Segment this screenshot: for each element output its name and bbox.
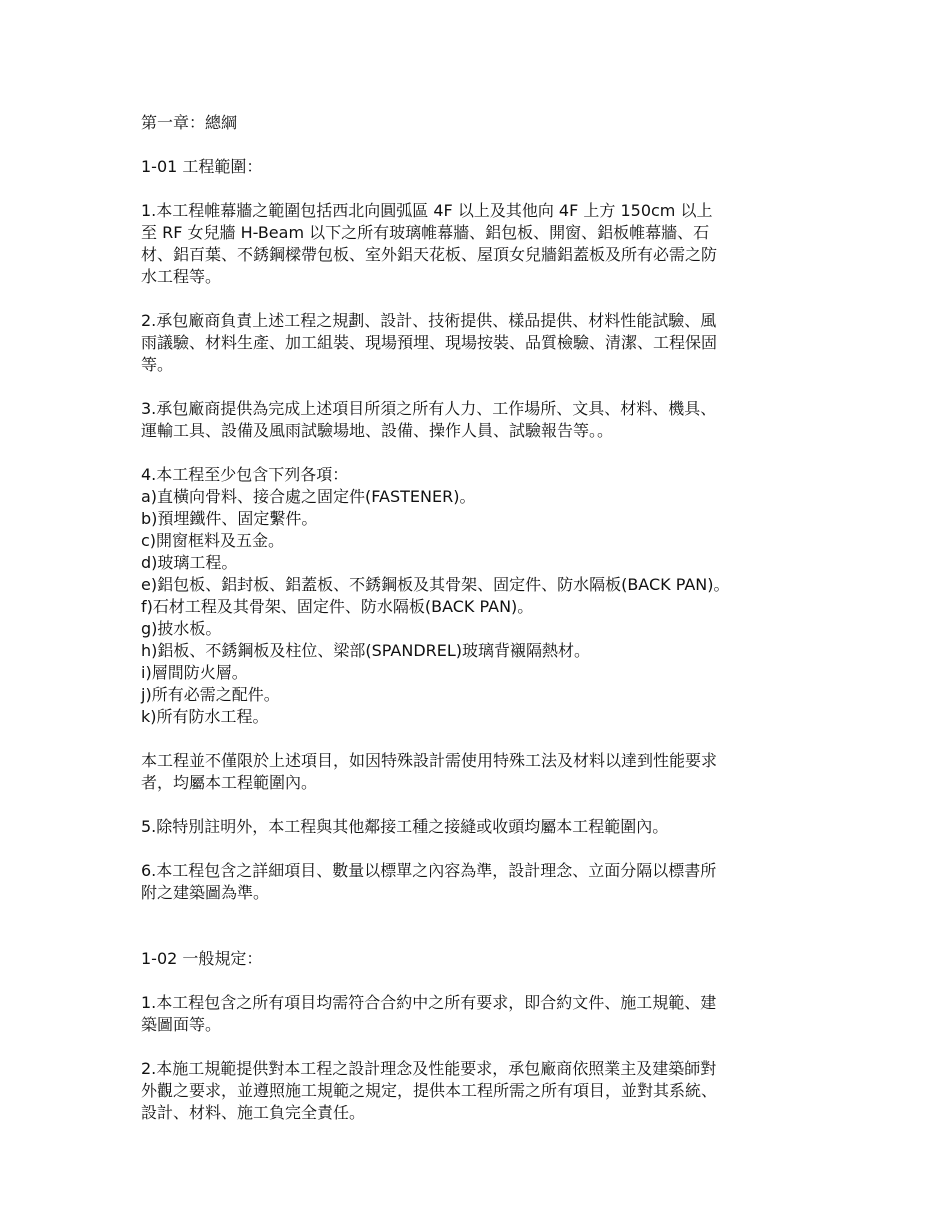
list-item: j)所有必需之配件。 (141, 685, 280, 704)
section-heading-1-01: 1-01 工程範圍： (141, 157, 263, 176)
paragraph-line: 水工程等。 (141, 267, 222, 286)
list-item: k)所有防水工程。 (141, 707, 269, 726)
paragraph-line: 材、鋁百葉、不銹鋼樑帶包板、室外鋁天花板、屋頂女兒牆鋁蓋板及所有必需之防 (141, 245, 718, 264)
paragraph-line: 外觀之要求，並遵照施工規範之規定，提供本工程所需之所有項目，並對其系統、 (141, 1081, 718, 1100)
spacer (141, 970, 831, 992)
paragraph-line: 3.承包廠商提供為完成上述項目所須之所有人力、工作場所、文具、材料、機具、 (141, 399, 717, 418)
paragraph-line: 本工程並不僅限於上述項目，如因特殊設計需使用特殊工法及材料以達到性能要求 (141, 751, 718, 770)
scope-item-6 (141, 860, 831, 904)
scope-item-4 (141, 464, 831, 728)
document-body (141, 112, 831, 1124)
scope-item-2 (141, 310, 831, 376)
spacer (141, 288, 831, 310)
paragraph-line: 運輸工具、設備及風雨試驗場地、設備、操作人員、試驗報告等。。 (141, 421, 614, 440)
spacer (141, 838, 831, 860)
scope-item-1 (141, 200, 831, 288)
paragraph-line: 等。 (141, 355, 174, 374)
paragraph-line: 者，均屬本工程範圍內。 (141, 773, 318, 792)
chapter-title: 第一章：總綱 (141, 113, 238, 132)
spacer (141, 134, 831, 156)
paragraph-line: 至 RF 女兒牆 H-Beam 以下之所有玻璃帷幕牆、鋁包板、開窗、鋁板帷幕牆、石 (141, 223, 710, 242)
spacer (141, 794, 831, 816)
paragraph-line: 雨議驗、材料生產、加工組裝、現場預埋、現場按裝、品質檢驗、清潔、工程保固 (141, 333, 718, 352)
paragraph-line: 2.本施工規範提供對本工程之設計理念及性能要求，承包廠商依照業主及建築師對 (141, 1059, 717, 1078)
scope-item-3 (141, 398, 831, 442)
spacer (141, 728, 831, 750)
list-item: e)鋁包板、鋁封板、鋁蓋板、不銹鋼板及其骨架、固定件、防水隔板(BACK PAN)。 (141, 575, 730, 594)
general-item-1 (141, 992, 831, 1036)
scope-item-5 (141, 816, 831, 838)
list-intro: 4.本工程至少包含下列各項： (141, 465, 349, 484)
general-item-2 (141, 1058, 831, 1124)
list-item: g)披水板。 (141, 619, 222, 638)
list-item: f)石材工程及其骨架、固定件、防水隔板(BACK PAN)。 (141, 597, 534, 616)
scope-note (141, 750, 831, 794)
list-item: b)預埋鐵件、固定繫件。 (141, 509, 318, 528)
paragraph-line: 6.本工程包含之詳細項目、數量以標單之內容為準，設計理念、立面分隔以標書所 (141, 861, 717, 880)
spacer (141, 904, 831, 948)
list-item: a)直橫向骨料、接合處之固定件(FASTENER)。 (141, 487, 476, 506)
paragraph-line: 1.本工程帷幕牆之範圍包括西北向圓弧區 4F 以上及其他向 4F 上方 150cm 以上 (141, 201, 713, 220)
spacer (141, 376, 831, 398)
paragraph-line: 2.承包廠商負責上述工程之規劃、設計、技術提供、樣品提供、材料性能試驗、風 (141, 311, 717, 330)
list-item: i)層間防火層。 (141, 663, 248, 682)
spacer (141, 1036, 831, 1058)
list-item: h)鋁板、不銹鋼板及柱位、梁部(SPANDREL)玻璃背襯隔熱材。 (141, 641, 591, 660)
section-heading-1-02: 1-02 一般規定： (141, 949, 263, 968)
paragraph-line: 5.除特別註明外，本工程與其他鄰接工種之接縫或收頭均屬本工程範圍內。 (141, 817, 669, 836)
list-item: c)開窗框料及五金。 (141, 531, 285, 550)
paragraph-line: 築圖面等。 (141, 1015, 222, 1034)
list-item: d)玻璃工程。 (141, 553, 238, 572)
paragraph-line: 附之建築圖為準。 (141, 883, 270, 902)
paragraph-line: 設計、材料、施工負完全責任。 (141, 1103, 366, 1122)
paragraph-line: 1.本工程包含之所有項目均需符合合約中之所有要求，即合約文件、施工規範、建 (141, 993, 717, 1012)
spacer (141, 178, 831, 200)
spacer (141, 442, 831, 464)
